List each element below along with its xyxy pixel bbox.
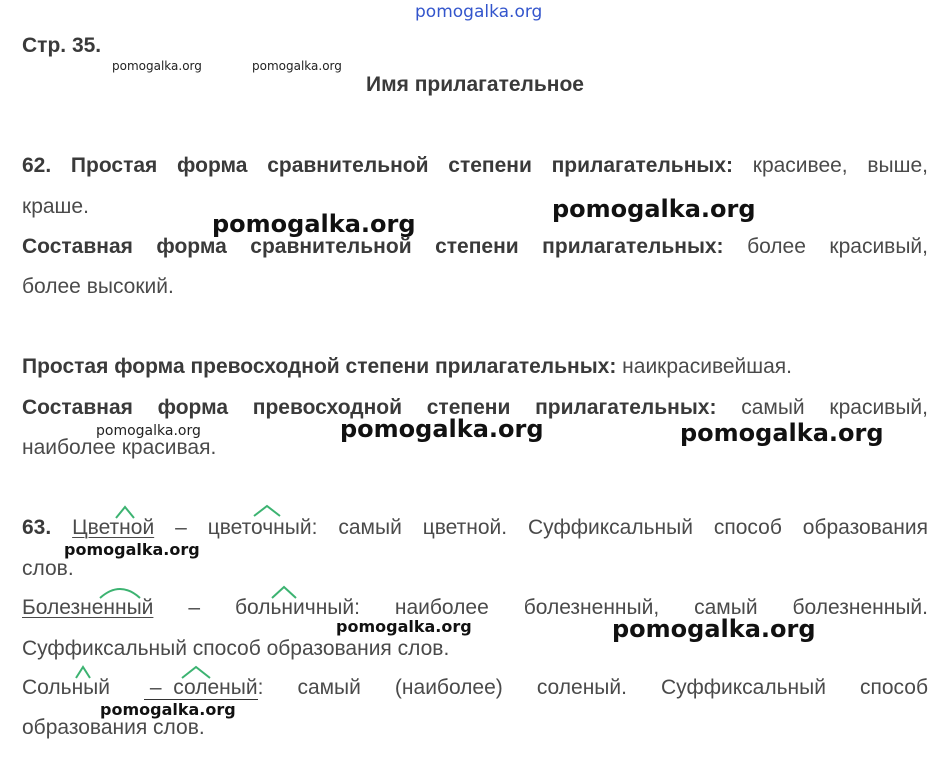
task62-line7: наиболее красивая. (22, 436, 217, 459)
task62-compound-comparative-text: более красивый, (747, 235, 928, 258)
watermark: pomogalka.org (680, 419, 884, 447)
task62-simple-superlative-label: Простая форма превосходной степени прилагательных: (22, 355, 617, 378)
task63-line5 (22, 676, 928, 700)
section-title: Имя прилагательное (366, 73, 584, 96)
task63-line4: Суффиксальный способ образования слов. (22, 637, 450, 660)
watermark: pomogalka.org (100, 700, 236, 719)
task62-simple-superlative-text: наикрасивейшая. (622, 355, 793, 378)
task63-line1 (22, 516, 928, 540)
watermark: pomogalka.org (612, 615, 816, 643)
task63-line2: слов. (22, 557, 74, 580)
task62-line2: краше. (22, 195, 89, 218)
watermark: pomogalka.org (552, 195, 756, 223)
task63-word-tsvetnoy-text: – цветочный: самый цветной. Суффиксальный способ образования (175, 516, 928, 539)
task62-compound-comparative-label: Составная форма сравнительной степени прилагательных: (22, 235, 724, 258)
task62-line5 (22, 355, 792, 379)
task63-word-soleny: соленый (173, 676, 258, 699)
watermark: pomogalka.org (252, 59, 342, 73)
task62-line1 (22, 154, 928, 178)
task63-word-boleznenny: Болезненный (22, 596, 154, 619)
page-ref: Стр. 35. (22, 34, 102, 57)
task62-simple-comparative-label: 62. Простая форма сравнительной степени прилагательных: (22, 154, 733, 177)
task62-simple-comparative-text: красивее, выше, (752, 154, 928, 177)
task62-line3 (22, 235, 928, 259)
task63-word-tsvetnoy: Цветной (72, 516, 155, 539)
site-link[interactable]: pomogalka.org (415, 2, 543, 22)
task63-word-solny: Сольный (22, 676, 110, 699)
watermark: pomogalka.org (212, 210, 416, 238)
watermark: pomogalka.org (340, 415, 544, 443)
watermark: pomogalka.org (336, 617, 472, 636)
task63-word-soleny-text: : самый (наиболее) соленый. Суффиксальный способ (257, 676, 928, 699)
task62-compound-superlative-label: Составная форма превосходной степени прилагательных: (22, 396, 717, 419)
task62-compound-superlative-text: самый красивый, (741, 396, 928, 419)
task62-line4: более высокий. (22, 275, 174, 298)
watermark: pomogalka.org (96, 423, 201, 439)
task63-number: 63. (22, 516, 52, 539)
task63-line6: образования слов. (22, 716, 205, 739)
watermark: pomogalka.org (64, 540, 200, 559)
watermark: pomogalka.org (112, 59, 202, 73)
task63-word-boleznenny-text: – больничный: наиболее болезненный, самый болезненный. (188, 596, 928, 619)
task63-dash-underline: – соленый (144, 676, 258, 700)
